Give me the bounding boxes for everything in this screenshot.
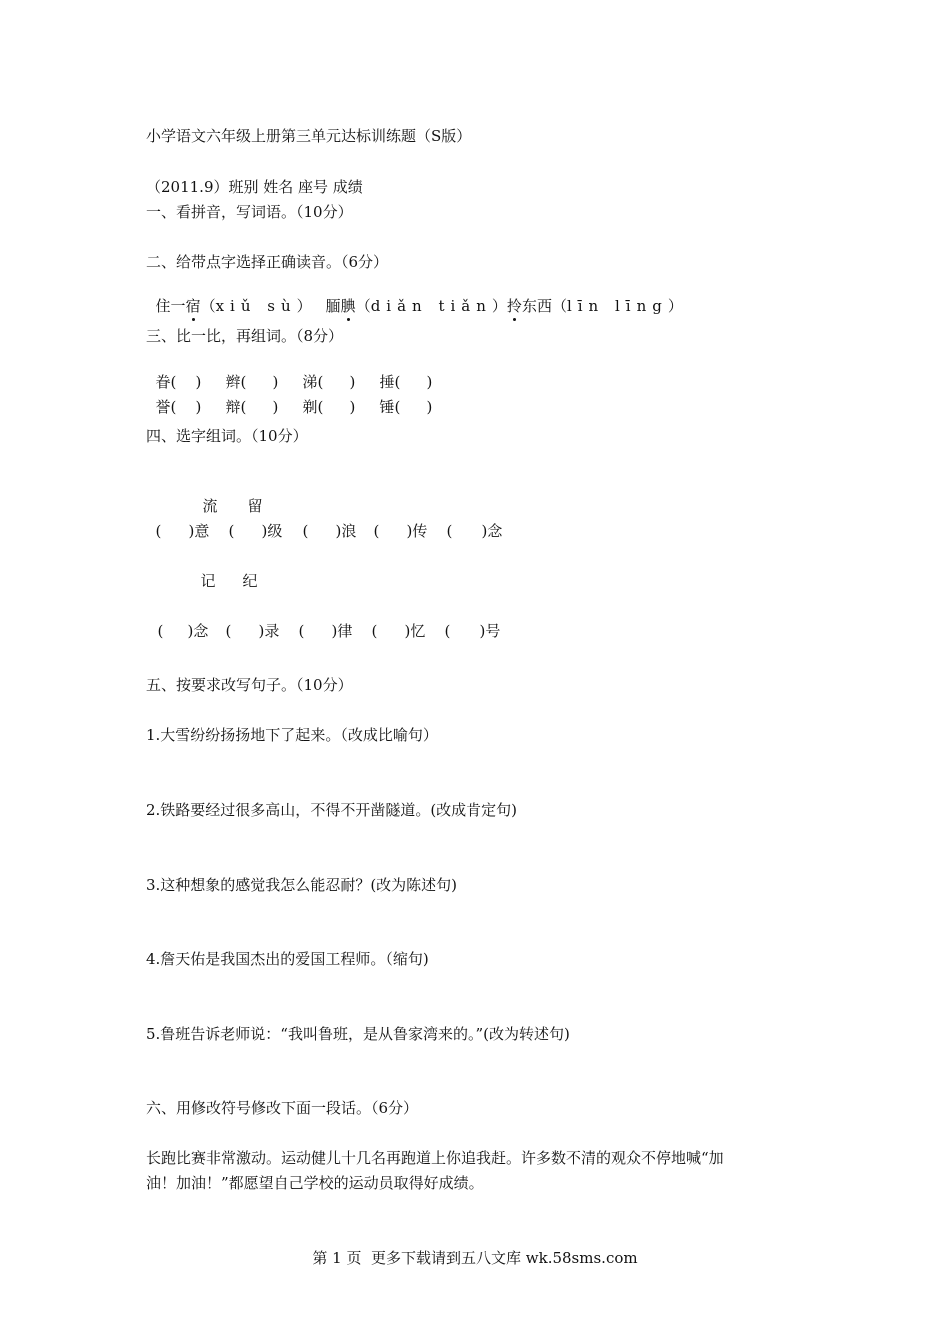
- section-5-heading: 五、按要求改写句子。（10分）: [146, 676, 353, 694]
- s4-cell: )浪: [335, 522, 357, 540]
- s3-cell: 辩(: [225, 398, 247, 416]
- dotted-char: 腆: [340, 297, 356, 315]
- s2-item-2: 腼腆（diǎn tiǎn）: [325, 297, 507, 315]
- s4-cell: )律: [331, 622, 353, 640]
- s3-cell: ): [349, 373, 356, 391]
- section-2-items: [146, 276, 683, 316]
- pinyin-options: līn līng: [566, 297, 668, 315]
- s4-char: 纪: [242, 572, 258, 590]
- s3-cell: 辫(: [225, 373, 247, 391]
- pinyin-options: diǎn tiǎn: [370, 297, 492, 315]
- section-4-heading: 四、选字组词。（10分）: [146, 427, 308, 445]
- s4-char: 流: [202, 497, 218, 515]
- s5-item-2: 2.铁路要经过很多高山，不得不开凿隧道。(改成肯定句): [146, 801, 518, 819]
- s3-cell: ): [426, 373, 433, 391]
- s5-item-5: 5.鲁班告诉老师说：“我叫鲁班，是从鲁家湾来的。”(改为转述句): [146, 1025, 570, 1043]
- s4-cell: )念: [481, 522, 503, 540]
- section-6-heading: 六、用修改符号修改下面一段话。（6分）: [146, 1099, 419, 1117]
- s3-cell: 锤(: [379, 398, 401, 416]
- s3-cell: ): [349, 398, 356, 416]
- s3-cell: 涕(: [302, 373, 324, 391]
- page-footer: 第 1 页 更多下载请到五八文库 wk.58sms.com: [312, 1249, 638, 1267]
- s4-cell: )号: [479, 622, 501, 640]
- s4-cell: )念: [187, 622, 209, 640]
- s4-cell: )级: [261, 522, 283, 540]
- info-line: （2011.9）班别 姓名 座号 成绩: [146, 178, 363, 196]
- s3-cell: 眷(: [155, 373, 177, 391]
- s5-item-4: 4.詹天佑是我国杰出的爱国工程师。（缩句): [146, 950, 429, 968]
- section-1-heading: 一、看拼音，写词语。（10分）: [146, 203, 353, 221]
- section-2-heading: 二、给带点字选择正确读音。（6分）: [146, 253, 389, 271]
- s4-cell: (: [373, 522, 380, 540]
- s6-paragraph-line-1: 长跑比赛非常激动。运动健儿十几名再跑道上你追我赶。许多数不清的观众不停地喊“加: [146, 1149, 724, 1167]
- s3-cell: ): [195, 398, 202, 416]
- s4-cell: (: [157, 622, 164, 640]
- s4-char: 留: [247, 497, 263, 515]
- s4-char: 记: [200, 572, 216, 590]
- s3-cell: ): [272, 398, 279, 416]
- s2-item-1: 住一宿（xiǔ sù）: [155, 297, 312, 315]
- s4-cell: (: [228, 522, 235, 540]
- s5-item-3: 3.这种想象的感觉我怎么能忍耐？(改为陈述句): [146, 876, 458, 894]
- document-title: 小学语文六年级上册第三单元达标训练题（S版）: [146, 127, 472, 145]
- s3-cell: 捶(: [379, 373, 401, 391]
- s2-item-3: 拎东西（līn līng）: [506, 297, 683, 315]
- s3-cell: ): [426, 398, 433, 416]
- s4-cell: (: [371, 622, 378, 640]
- s6-paragraph-line-2: 油！加油！”都愿望自己学校的运动员取得好成绩。: [146, 1174, 484, 1192]
- section-3-heading: 三、比一比，再组词。（8分）: [146, 327, 344, 345]
- section-3-row-2: [146, 377, 432, 417]
- pinyin-options: xiǔ sù: [215, 297, 297, 315]
- s4-cell: )传: [406, 522, 428, 540]
- s3-cell: 剃(: [302, 398, 324, 416]
- section-4-row-2: [148, 601, 500, 641]
- section-4-row-1: [146, 501, 502, 541]
- dotted-char: 宿: [185, 297, 201, 315]
- s4-cell: )意: [188, 522, 210, 540]
- s4-cell: (: [302, 522, 309, 540]
- s3-cell: ): [195, 373, 202, 391]
- s4-cell: )忆: [404, 622, 426, 640]
- s4-cell: (: [446, 522, 453, 540]
- dotted-char: 拎: [506, 297, 522, 315]
- s4-cell: (: [225, 622, 232, 640]
- s3-cell: 誉(: [155, 398, 177, 416]
- s4-char-pair-2: [191, 551, 258, 591]
- s4-cell: (: [444, 622, 451, 640]
- s4-cell: )录: [258, 622, 280, 640]
- s4-cell: (: [155, 522, 162, 540]
- s3-cell: ): [272, 373, 279, 391]
- s5-item-1: 1.大雪纷纷扬扬地下了起来。（改成比喻句）: [146, 726, 438, 744]
- s4-cell: (: [298, 622, 305, 640]
